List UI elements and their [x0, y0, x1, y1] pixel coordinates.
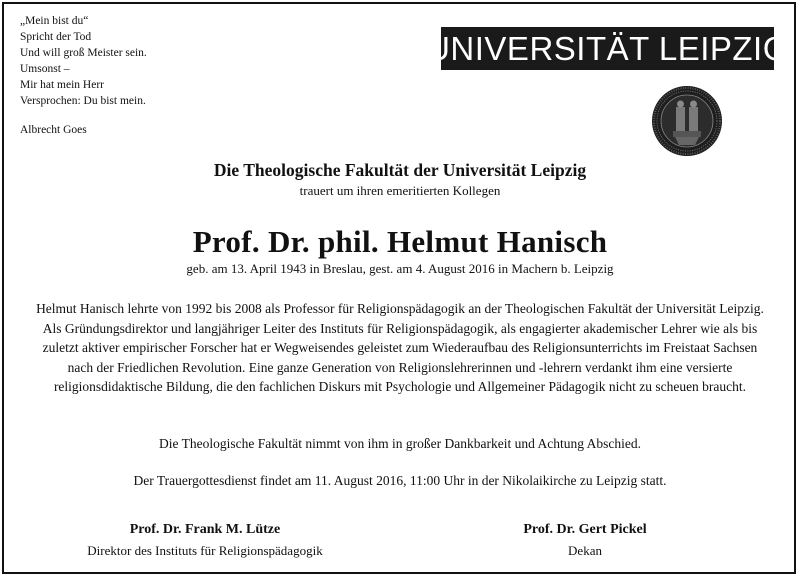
poem-line: Versprochen: Du bist mein. [20, 95, 146, 107]
life-dates: geb. am 13. April 1943 in Breslau, gest. am 4. August 2016 in Machern b. Leipzig [186, 261, 614, 276]
poem-line: Umsonst – [20, 63, 70, 75]
tribute-paragraph: Helmut Hanisch lehrte von 1992 bis 2008 als Professor für Religionspädagogik an der Theologischen Fakultät der Universität Leipzig. Als Gründungsdirektor und langjähriger Leiter des Instituts für Religionspädagogik, als engagierter akademischer Lehrer wie als bis zuletzt aktiver empirischer Forscher hat er Wegweisendes geleistet zum Wiederaufbau des Religionsunterrichts im Freistaat Sachsen nach der Friedlichen Revolution. Eine ganze Generation von Religionslehrerinnen und -lehrern verdankt ihm eine versierte religionsdidaktische Bildung, die den fachlichen Diskurs mit Psychologie und Allgemeiner Pädagogik nicht zu scheuen braucht. [36, 301, 764, 394]
signature-block [470, 522, 700, 559]
faculty-heading: Die Theologische Fakultät der Universität Leipzig [213, 160, 587, 180]
signatory-title: Direktor des Instituts für Religionspädagogik [87, 543, 323, 558]
service-announcement: Der Trauergottesdienst findet am 11. August 2016, 11:00 Uhr in der Nikolaikirche zu Leipzig statt. [133, 473, 667, 488]
signature-block [40, 522, 370, 559]
signatory-name: Prof. Dr. Frank M. Lütze [129, 522, 281, 537]
poem-line: Und will groß Meister sein. [20, 47, 147, 59]
poem-author: Albrecht Goes [20, 124, 87, 136]
university-seal-icon [651, 85, 723, 157]
signatory-title: Dekan [568, 543, 602, 558]
poem-line: Spricht der Tod [20, 31, 92, 43]
mourning-line: trauert um ihren emeritierten Kollegen [299, 183, 501, 198]
signatory-name: Prof. Dr. Gert Pickel [523, 522, 647, 537]
deceased-name: Prof. Dr. phil. Helmut Hanisch [192, 224, 608, 259]
farewell-line: Die Theologische Fakultät nimmt von ihm in großer Dankbarkeit und Achtung Abschied. [159, 436, 641, 451]
poem [20, 13, 147, 138]
university-logo: UNIVERSITÄT LEIPZIG [441, 27, 774, 70]
poem-line: Mir hat mein Herr [20, 79, 104, 91]
poem-line: „Mein bist du“ [20, 15, 89, 27]
